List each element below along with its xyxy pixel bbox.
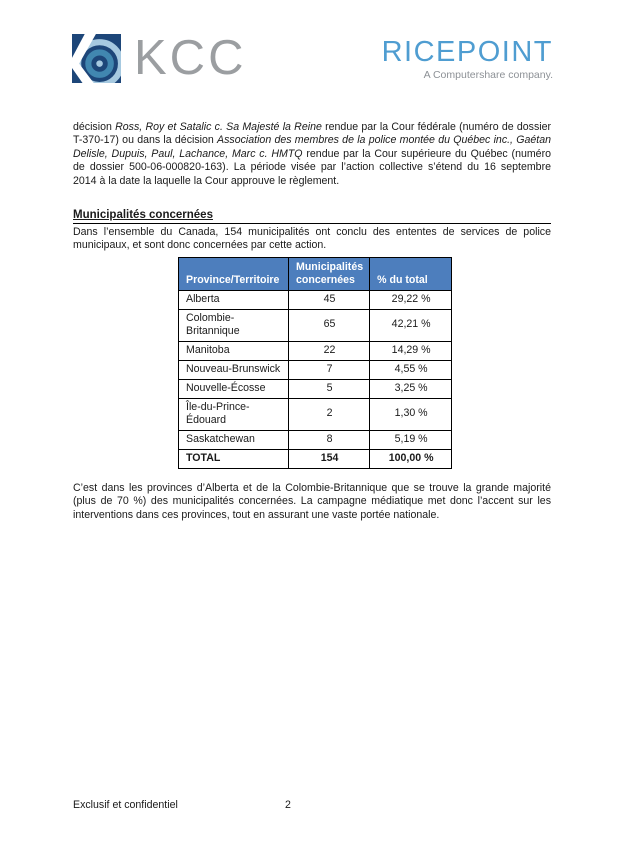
cell-count: 7 — [289, 360, 370, 379]
cell-province: Saskatchewan — [179, 430, 289, 449]
paragraph-decision-seg2: rendue par la Cour fédérale (numéro de dossier T-370-17) ou dans la décision — [73, 121, 552, 147]
section-heading-municipalites — [73, 209, 551, 224]
cell-count: 65 — [289, 309, 370, 341]
table-row — [179, 430, 452, 449]
kcc-logo-text: KCC — [134, 31, 247, 85]
column-header-municipalites: Municipalités concernées — [289, 257, 370, 290]
cell-pct: 5,19 % — [370, 430, 452, 449]
cell-province: Nouveau-Brunswick — [179, 360, 289, 379]
footer-confidential-label: Exclusif et confidentiel — [73, 799, 178, 811]
ricepoint-logo-text: RICEPOINT — [381, 36, 553, 68]
kcc-logo — [72, 31, 247, 85]
table-row — [179, 309, 452, 341]
section-heading-text: Municipalités concernées — [73, 209, 213, 222]
table-row — [179, 398, 452, 430]
table-row — [179, 360, 452, 379]
paragraph-decision-seg0: décision — [73, 121, 116, 133]
table-header-row — [179, 257, 452, 290]
cell-total-label: TOTAL — [179, 449, 289, 468]
footer-page-number: 2 — [285, 799, 291, 811]
cell-count: 45 — [289, 290, 370, 309]
cell-pct: 4,55 % — [370, 360, 452, 379]
cell-province: Manitoba — [179, 341, 289, 360]
cell-province: Nouvelle-Écosse — [179, 379, 289, 398]
cell-count: 8 — [289, 430, 370, 449]
cell-count: 22 — [289, 341, 370, 360]
cell-pct: 42,21 % — [370, 309, 452, 341]
paragraph-intro: Dans l’ensemble du Canada, 154 municipalités ont conclu des ententes de services de police municipaux, et sont donc concernées par cette action. — [73, 226, 551, 252]
cell-pct: 1,30 % — [370, 398, 452, 430]
table-row — [179, 341, 452, 360]
ricepoint-logo — [382, 37, 553, 81]
table-row — [179, 290, 452, 309]
table-row — [179, 379, 452, 398]
cell-pct: 14,29 % — [370, 341, 452, 360]
page-footer — [73, 799, 551, 812]
cell-count: 5 — [289, 379, 370, 398]
cell-province: Colombie-Britannique — [179, 309, 289, 341]
cell-total-pct: 100,00 % — [370, 449, 452, 468]
case-name-federal: Ross, Roy et Satalic c. Sa Majesté la Reine — [115, 121, 322, 133]
cell-total-count: 154 — [289, 449, 370, 468]
column-header-pct: % du total — [370, 257, 452, 290]
cell-province: Île-du-Prince-Édouard — [179, 398, 289, 430]
paragraph-decision — [73, 121, 551, 188]
case-name-quebec: Association des membres de la police montée du Québec inc., Gaétan Delisle, Dupuis, Paul, Lachance, Marc c. HMTQ — [73, 134, 551, 160]
paragraph-closing: C’est dans les provinces d’Alberta et de la Colombie-Britannique que se trouve la grande majorité (plus de 70 %) des municipalités concernées. La campagne médiatique met donc l’accent sur les interventions dans ces provinces, tout en assurant une vaste portée nationale. — [73, 481, 551, 521]
ricepoint-tagline: A Computershare company. — [423, 69, 553, 81]
cell-pct: 29,22 % — [370, 290, 452, 309]
municipalities-table — [178, 257, 452, 469]
cell-count: 2 — [289, 398, 370, 430]
brand-header — [72, 31, 553, 85]
document-body — [73, 121, 551, 522]
cell-pct: 3,25 % — [370, 379, 452, 398]
column-header-province: Province/Territoire — [179, 257, 289, 290]
cell-province: Alberta — [179, 290, 289, 309]
table-total-row — [179, 449, 452, 468]
kcc-logo-icon — [72, 34, 121, 83]
paragraph-decision-seg4: rendue par la Cour supérieure du Québec (numéro de dossier 500-06-000820-163). La période visée par l’action collective s’étend du 16 septembre 2014 à la date la laquelle la Cour approuve le règlement. — [73, 147, 551, 187]
